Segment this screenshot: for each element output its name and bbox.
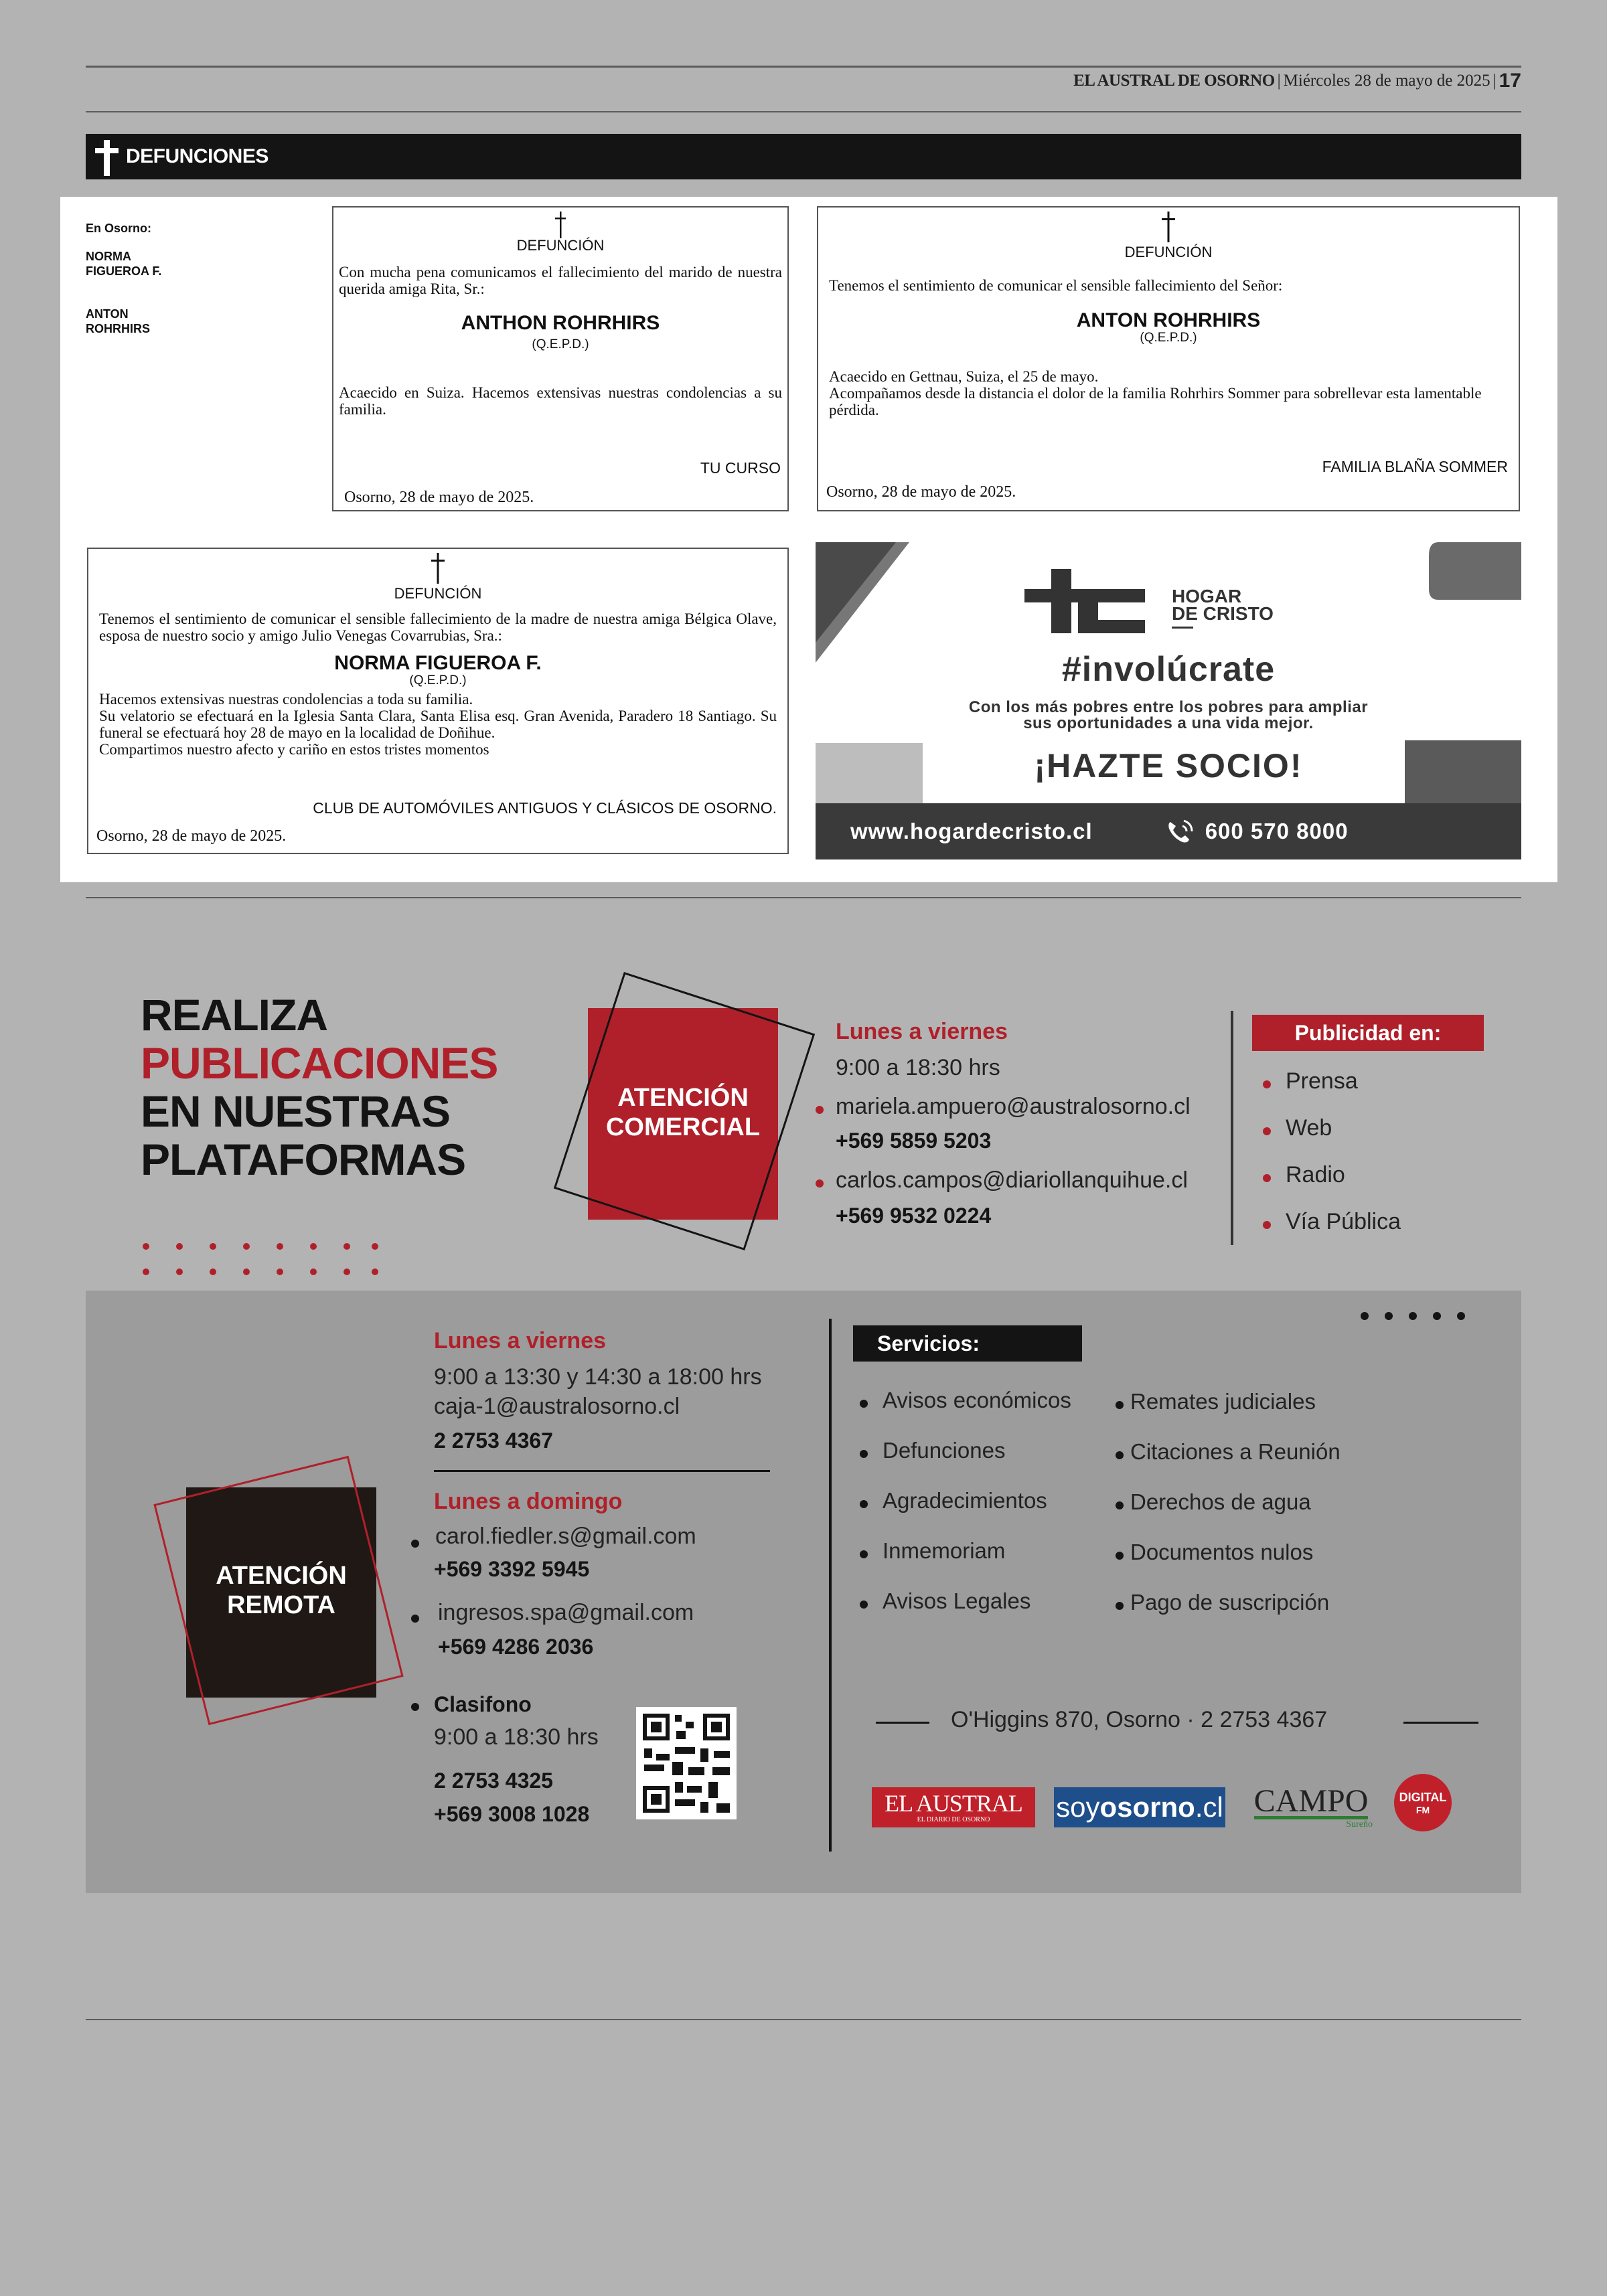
contact-phone[interactable]: +569 3008 1028 — [434, 1802, 590, 1826]
obituary-kind: DEFUNCIÓN — [394, 585, 482, 602]
page-header: EL AUSTRAL DE OSORNO | Miércoles 28 de mayo de 2025 | 17 — [1073, 70, 1521, 92]
contact-email[interactable]: carol.fiedler.s@gmail.com — [435, 1524, 696, 1549]
obituary-intro: Tenemos el sentimiento de comunicar el sensible fallecimiento del Señor: — [829, 277, 1283, 294]
hogar-de-cristo-ad — [816, 542, 1521, 859]
obituary-signature: TU CURSO — [700, 459, 781, 477]
contact-phone[interactable]: 2 2753 4325 — [434, 1769, 553, 1793]
contact-email[interactable]: carlos.campos@diariollanquihue.cl — [836, 1167, 1188, 1193]
index-heading: En Osorno: — [86, 222, 151, 235]
obituary-card — [332, 206, 789, 511]
obituary-date: Osorno, 28 de mayo de 2025. — [344, 489, 534, 506]
obituary-intro: Con mucha pena comunicamos el fallecimiento del marido de nuestra querida amiga Rita, Sr.: — [339, 264, 782, 297]
atencion-comercial-label: ATENCIÓN COMERCIAL — [605, 1084, 761, 1141]
obituary-kind: DEFUNCIÓN — [1124, 244, 1213, 260]
servicio-item: Citaciones a Reunión — [1116, 1426, 1341, 1477]
deceased-name: ANTON ROHRHIRS — [1076, 309, 1261, 331]
servicios-list-right — [1116, 1376, 1341, 1627]
servicio-item: Documentos nulos — [1116, 1527, 1341, 1577]
bullet — [411, 1540, 419, 1548]
servicio-item: Agradecimientos — [860, 1475, 1071, 1526]
dots-decoration — [1359, 1309, 1480, 1323]
comercial-days: Lunes a viernes — [836, 1019, 1008, 1044]
index-entry: NORMA FIGUEROA F. — [86, 250, 162, 278]
obituary-signature: CLUB DE AUTOMÓVILES ANTIGUOS Y CLÁSICOS DE OSORNO. — [313, 799, 777, 817]
phone-number[interactable]: 600 570 8000 — [1205, 819, 1349, 843]
hogar-de-cristo-logo — [1024, 562, 1165, 636]
contact-email[interactable]: mariela.ampuero@australosorno.cl — [836, 1094, 1191, 1119]
divider — [876, 1722, 929, 1724]
contact-phone[interactable]: +569 9532 0224 — [836, 1204, 992, 1228]
servicio-item: Remates judiciales — [1116, 1376, 1341, 1426]
obituary-card — [817, 206, 1520, 511]
qepd: (Q.E.P.D.) — [1140, 331, 1197, 345]
servicio-item: Derechos de agua — [1116, 1477, 1341, 1527]
obituary-card — [87, 548, 789, 854]
servicio-item: Avisos económicos — [860, 1375, 1071, 1425]
page-number: 17 — [1499, 70, 1521, 92]
join-cta[interactable]: ¡HAZTE SOCIO! — [1034, 747, 1303, 785]
obituary-body: Acaecido en Gettnau, Suiza, el 25 de mayo. Acompañamos desde la distancia el dolor de la familia Rohrhirs Sommer para sobrellevar esta lamentable pérdida. — [829, 368, 1482, 418]
ad-tagline: Con los más pobres entre los pobres para ampliar sus oportunidades a una vida mejor. — [968, 698, 1369, 732]
publicidad-list — [1263, 1058, 1401, 1245]
digital-fm-logo[interactable]: DIGITAL FM — [1394, 1774, 1452, 1831]
contact-email[interactable]: ingresos.spa@gmail.com — [438, 1600, 694, 1625]
promo-title: REALIZA PUBLICACIONES EN NUESTRAS PLATAFORMAS — [141, 990, 498, 1184]
servicios-list-left — [860, 1375, 1071, 1626]
publicidad-item: Radio — [1263, 1151, 1401, 1198]
newspaper-name: EL AUSTRAL DE OSORNO — [1073, 72, 1275, 90]
header-rule — [86, 111, 1521, 112]
divider — [1403, 1722, 1478, 1724]
bullet — [411, 1615, 419, 1623]
obituary-date: Osorno, 28 de mayo de 2025. — [96, 827, 287, 845]
servicio-item: Pago de suscripción — [1116, 1577, 1341, 1627]
remota-hours: 9:00 a 13:30 y 14:30 a 18:00 hrs — [434, 1364, 762, 1390]
deceased-name: ANTHON ROHRHIRS — [461, 312, 660, 334]
obituary-body: Hacemos extensivas nuestras condolencias a toda su familia. Su velatorio se efectuará en la Iglesia Santa Clara, Santa Elisa esq. Gran Avenida, Paradero 18 Santiago. Su funeral se efectuará hoy 28 de mayo en la localidad de Doñihue. Compartimos nuestro afecto y cariño en estos tristes momentos — [99, 691, 777, 758]
clasifono-label: Clasifono — [434, 1692, 532, 1716]
phone-icon — [1165, 818, 1195, 845]
obituary-intro: Tenemos el sentimiento de comunicar el sensible fallecimiento de la madre de nuestra amiga Bélgica Olave, esposa de nuestro socio y amigo Julio Venegas Covarrubias, Sra.: — [99, 610, 777, 644]
campo-sureno-logo[interactable]: CAMPO Sureño — [1253, 1783, 1373, 1829]
publicidad-item: Prensa — [1263, 1058, 1401, 1104]
ad-footer — [816, 803, 1521, 859]
company-address: O'Higgins 870, Osorno · 2 2753 4367 — [951, 1707, 1328, 1732]
top-rule — [86, 66, 1521, 68]
contact-email[interactable]: caja-1@australosorno.cl — [434, 1394, 680, 1419]
divider — [434, 1470, 770, 1472]
obituary-index — [86, 221, 161, 336]
clasifono-hours: 9:00 a 18:30 hrs — [434, 1724, 599, 1750]
contact-phone[interactable]: +569 4286 2036 — [438, 1635, 594, 1659]
divider — [829, 1319, 832, 1852]
page-bottom-rule — [86, 2019, 1521, 2020]
obituary-kind: DEFUNCIÓN — [516, 237, 605, 254]
el-austral-logo[interactable]: EL AUSTRAL EL DIARIO DE OSORNO — [872, 1787, 1035, 1827]
remota-days: Lunes a viernes — [434, 1328, 607, 1354]
qepd: (Q.E.P.D.) — [409, 673, 467, 687]
publicidad-heading: Publicidad en: — [1252, 1015, 1484, 1051]
cross-icon — [92, 137, 122, 176]
remota-days: Lunes a domingo — [434, 1489, 623, 1514]
org-name: HOGAR DE CRISTO — [1172, 588, 1274, 629]
comercial-hours: 9:00 a 18:30 hrs — [836, 1055, 1000, 1080]
servicio-item: Inmemoriam — [860, 1526, 1071, 1576]
issue-date: Miércoles 28 de mayo de 2025 — [1283, 72, 1490, 90]
obituary-body: Acaecido en Suiza. Hacemos extensivas nuestras condolencias a su familia. — [339, 384, 782, 418]
servicio-item: Defunciones — [860, 1425, 1071, 1475]
bullet — [816, 1106, 824, 1114]
qr-code-icon[interactable] — [636, 1707, 737, 1819]
atencion-remota-label: ATENCIÓN REMOTA — [216, 1562, 347, 1619]
obituary-signature: FAMILIA BLAÑA SOMMER — [1322, 458, 1508, 475]
deceased-name: NORMA FIGUEROA F. — [334, 652, 542, 674]
divider — [1231, 1011, 1233, 1245]
soyosorno-logo[interactable]: soy osorno .cl — [1054, 1787, 1225, 1827]
publicidad-item: Web — [1263, 1104, 1401, 1151]
servicios-heading: Servicios: — [853, 1325, 1082, 1362]
website-link[interactable]: www.hogardecristo.cl — [850, 819, 1093, 843]
cross-icon — [1160, 212, 1176, 246]
bullet — [816, 1179, 824, 1187]
panel-bottom-rule — [86, 897, 1521, 898]
servicio-item: Avisos Legales — [860, 1576, 1071, 1626]
contact-phone[interactable]: +569 5859 5203 — [836, 1129, 992, 1153]
obituary-date: Osorno, 28 de mayo de 2025. — [826, 483, 1016, 501]
hashtag: #involúcrate — [1061, 650, 1276, 689]
publicidad-item: Vía Pública — [1263, 1198, 1401, 1245]
cross-icon — [430, 553, 446, 587]
contact-phone[interactable]: +569 3392 5945 — [434, 1557, 590, 1581]
bullet — [411, 1703, 419, 1711]
section-title: DEFUNCIONES — [126, 145, 269, 167]
index-entry: ANTON ROHRHIRS — [86, 307, 151, 335]
qepd: (Q.E.P.D.) — [532, 337, 589, 351]
section-header — [86, 134, 1521, 179]
contact-phone[interactable]: 2 2753 4367 — [434, 1428, 553, 1453]
